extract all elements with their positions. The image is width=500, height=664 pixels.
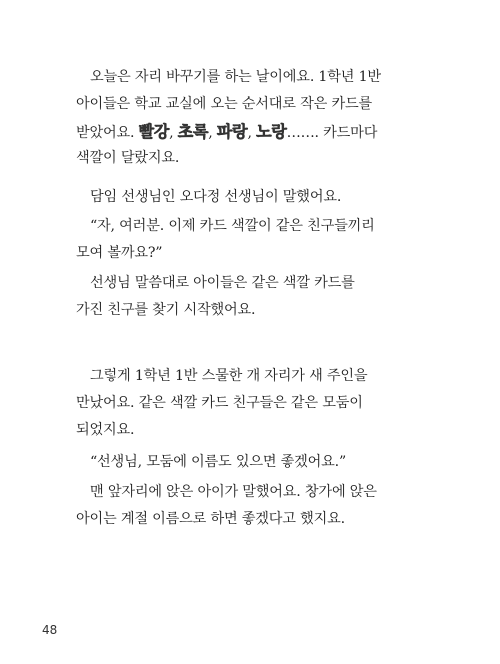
separator: , [208, 125, 217, 141]
paragraph-4 [76, 270, 436, 324]
text-line-colors [76, 118, 436, 145]
text-line: 만났어요. 같은 색깔 카드 친구들은 같은 모둠이 [76, 395, 363, 411]
text-fragment: ……. 카드마다 [286, 125, 378, 141]
text-line: “자, 여러분. 이제 카드 색깔이 같은 친구들끼리 [90, 218, 375, 234]
text-line: 아이는 계절 이름으로 하면 좋겠다고 했지요. [76, 511, 345, 527]
color-word-blue: 파랑 [216, 122, 248, 141]
text-line: 담임 선생님인 오다정 선생님이 말했어요. [90, 189, 342, 205]
text-line: 모여 볼까요?” [76, 245, 163, 261]
paragraph-3 [76, 213, 436, 267]
text-line: 그렇게 1학년 1반 스물한 개 자리가 새 주인을 [90, 368, 368, 384]
color-word-red: 빨강 [138, 122, 170, 141]
page-number: 48 [42, 623, 58, 637]
paragraph-1 [76, 64, 436, 172]
text-line: 오늘은 자리 바꾸기를 하는 날이에요. 1학년 1반 [90, 69, 381, 85]
color-word-yellow: 노랑 [256, 122, 287, 141]
paragraph-7 [76, 479, 436, 533]
text-line: “선생님, 모둠에 이름도 있으면 좋겠어요.” [90, 454, 347, 470]
text-line: 가진 친구를 찾기 시작했어요. [76, 302, 256, 318]
text-line: 선생님 말씀대로 아이들은 같은 색깔 카드를 [90, 275, 355, 291]
separator: , [169, 125, 178, 141]
paragraph-5 [76, 363, 436, 444]
text-line: 맨 앞자리에 앉은 아이가 말했어요. 창가에 앉은 [90, 484, 377, 500]
separator: , [247, 125, 257, 141]
text-line: 아이들은 학교 교실에 오는 순서대로 작은 카드를 [76, 96, 372, 112]
paragraph-2 [76, 184, 436, 211]
text-line: 되었지요. [76, 422, 135, 438]
paragraph-6 [76, 449, 436, 476]
text-line: 색깔이 달랐지요. [76, 150, 180, 166]
text-fragment: 받았어요. [76, 125, 139, 141]
color-word-green: 초록 [177, 122, 209, 141]
